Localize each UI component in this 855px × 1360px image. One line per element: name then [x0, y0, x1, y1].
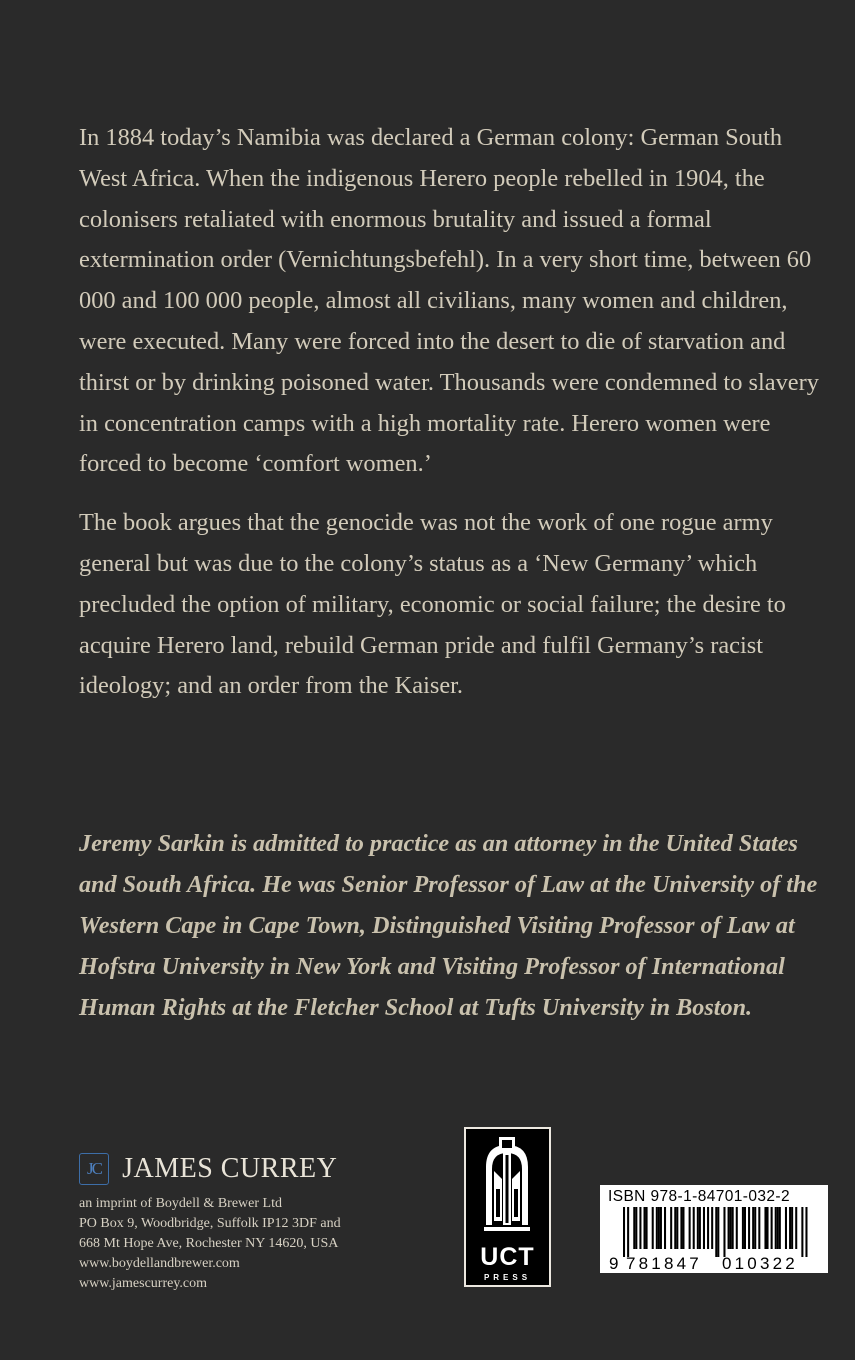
barcode-bar: [779, 1207, 781, 1249]
barcode-bar: [785, 1207, 787, 1249]
author-bio: Jeremy Sarkin is admitted to practice as an attorney in the United States and South Africa. He was Senior Professor of Law at the University of the Western Cape in Cape Town, Distinguished Visiting Professor of Law at Hofstra University in New York and Visiting Professor of International Human Rights at the Fletcher School at Tufts University in Boston.: [79, 830, 818, 1021]
imprint-line: PO Box 9, Woodbridge, Suffolk IP12 3DF and: [79, 1216, 341, 1231]
barcode-bar: [736, 1207, 738, 1249]
book-blurb: [79, 118, 819, 725]
barcode-bar: [789, 1207, 791, 1249]
uct-press-logo: [464, 1127, 551, 1287]
barcode-bar: [623, 1207, 625, 1257]
barcode-bar: [707, 1207, 709, 1249]
barcode-bar: [703, 1207, 705, 1249]
publisher-imprint: [79, 1153, 409, 1294]
barcode-bar: [767, 1207, 769, 1249]
james-currey-logo-icon: JC: [79, 1153, 109, 1185]
publisher-header: [79, 1153, 409, 1185]
imprint-line: an imprint of Boydell & Brewer Ltd: [79, 1196, 282, 1211]
barcode-bar: [748, 1207, 750, 1249]
barcode-bar: [754, 1207, 756, 1249]
barcode-left-digits: 781847: [626, 1254, 702, 1273]
barcode-bar: [771, 1207, 773, 1249]
barcode-bar: [633, 1207, 635, 1249]
barcode-bar: [646, 1207, 648, 1249]
press-logo-text: PRESS: [483, 1273, 532, 1282]
barcode-bar: [660, 1207, 662, 1249]
barcode-bar: [676, 1207, 678, 1249]
barcode-bar: [777, 1207, 779, 1249]
barcode-bar: [693, 1207, 695, 1249]
barcode-bar: [670, 1207, 672, 1249]
barcode-bar: [658, 1207, 660, 1249]
barcode-bar: [652, 1207, 654, 1249]
barcode-bar: [732, 1207, 734, 1249]
barcode-bar: [639, 1207, 641, 1249]
barcode-bar: [715, 1207, 717, 1257]
barcode-bar: [664, 1207, 666, 1249]
isbn-barcode: [600, 1185, 828, 1273]
barcode-bars: [600, 1185, 828, 1273]
barcode-bar: [680, 1207, 682, 1249]
barcode-first-digit: 9: [609, 1254, 619, 1273]
barcode-bar: [805, 1207, 807, 1257]
barcode-bar: [635, 1207, 637, 1249]
barcode-bar: [791, 1207, 793, 1249]
website-link[interactable]: www.boydellandbrewer.com: [79, 1256, 240, 1271]
barcode-bar: [682, 1207, 684, 1249]
barcode-bar: [744, 1207, 746, 1249]
blurb-paragraph-2: The book argues that the genocide was not the work of one rogue army general but was due to the colony’s status as a ‘New Germany’ which precluded the option of military, economic or social failure; the desire to acquire Herero land, rebuild German pride and fulfil Germany’s racist ideology; and an order from the Kaiser.: [79, 509, 786, 700]
barcode-bar: [723, 1207, 725, 1257]
barcode-bar: [730, 1207, 732, 1249]
barcode-bar: [711, 1207, 713, 1249]
barcode-bar: [644, 1207, 646, 1249]
barcode-bar: [689, 1207, 691, 1249]
barcode-bar: [758, 1207, 760, 1249]
barcode-bar: [674, 1207, 676, 1249]
website-link[interactable]: www.jamescurrey.com: [79, 1276, 208, 1291]
isbn-label: ISBN 978-1-84701-032-2: [608, 1188, 790, 1205]
barcode-bar: [795, 1207, 797, 1249]
barcode-bar: [728, 1207, 730, 1249]
barcode-bar: [801, 1207, 803, 1257]
publisher-address: [79, 1194, 409, 1294]
uct-logo-text: UCT: [480, 1243, 535, 1271]
barcode-bar: [656, 1207, 658, 1249]
publisher-name: JAMES CURREY: [122, 1153, 338, 1184]
blurb-paragraph-1: In 1884 today’s Namibia was declared a German colony: German South West Africa. When the indigenous Herero people rebelled in 1904, the colonisers retaliated with enormous brutality and issued a formal extermination order (Vernichtungsbefehl). In a very short time, between 60 000 and 100 000 people, almost all civilians, many women and children, were executed. Many were forced into the desert to die of starvation and thirst or by drinking poisoned water. Thousands were condemned to slavery in concentration camps with a high mortality rate. Herero women were forced to become ‘comfort women.’: [79, 124, 819, 478]
barcode-bar: [627, 1207, 629, 1257]
barcode-right-digits: 010322: [722, 1254, 798, 1273]
barcode-bar: [764, 1207, 766, 1249]
barcode-bar: [752, 1207, 754, 1249]
barcode-bar: [775, 1207, 777, 1249]
barcode-bar: [742, 1207, 744, 1249]
barcode-bar: [699, 1207, 701, 1249]
barcode-bar: [697, 1207, 699, 1249]
barcode-bar: [717, 1207, 719, 1257]
imprint-line: 668 Mt Hope Ave, Rochester NY 14620, USA: [79, 1236, 339, 1251]
